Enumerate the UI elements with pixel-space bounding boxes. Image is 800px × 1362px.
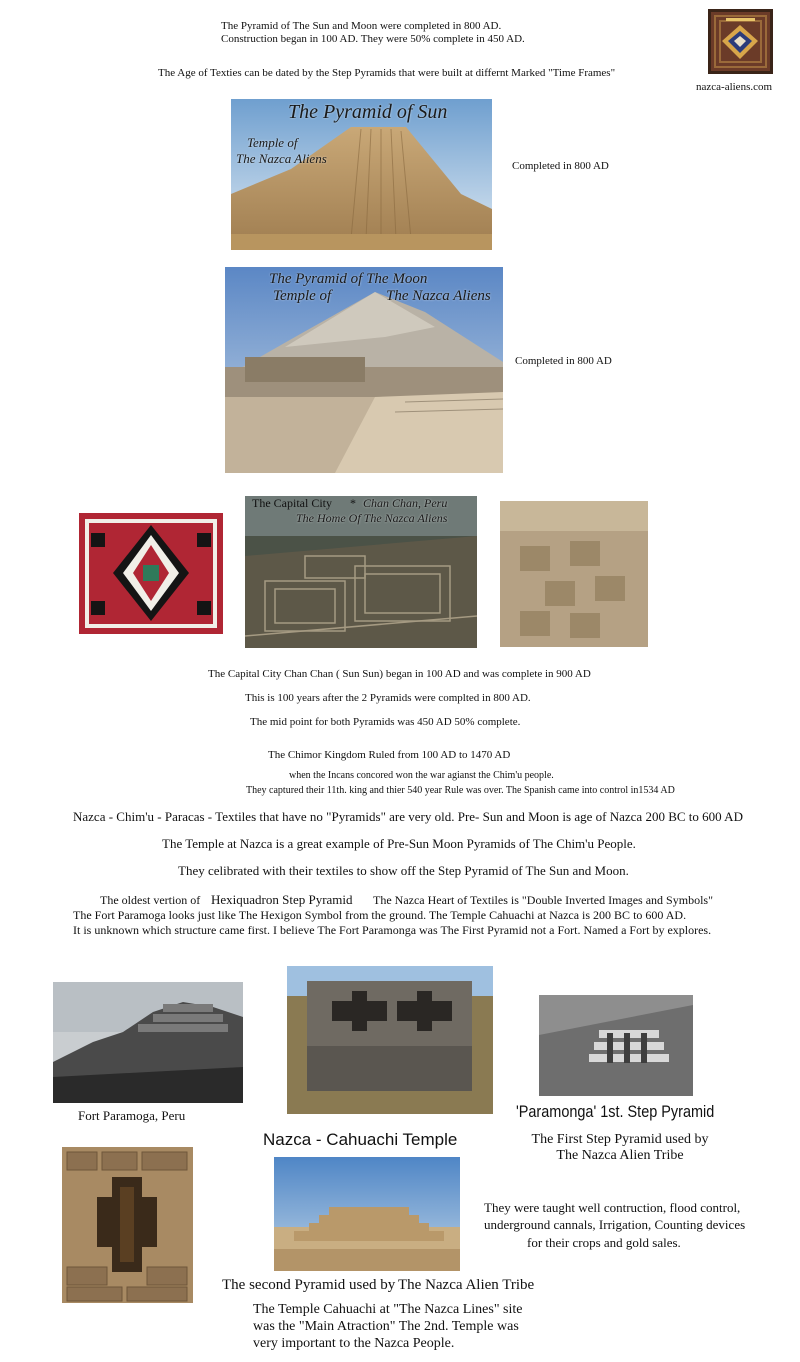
capital-city-title-b: Chan Chan, Peru [363,496,448,510]
capital-city-star: * [350,496,356,510]
stone-niche-photo [62,1147,193,1303]
capital-city-subtitle: The Home Of The Nazca Aliens [296,511,448,525]
second-pyramid-caption-b: The Nazca Alien Tribe [398,1277,535,1293]
adobe-wall-photo [500,501,648,647]
cahuachi-stone-photo [287,966,493,1114]
chan-chan-line-2: This is 100 years after the 2 Pyramids were complted in 800 AD. [245,692,531,704]
moon-pyramid-subtitle-b: The Nazca Aliens [386,288,491,304]
moon-pyramid-subtitle-a: Temple of [273,288,332,304]
spanish-line: They captured their 11th. king and thier 540 year Rule was over. The Spanish came into control in1534 AD [246,785,675,796]
textiles-line-2: The Temple at Nazca is a great example of Pre-Sun Moon Pyramids of The Chim'u People. [162,836,636,851]
taught-line-1: They were taught well contruction, flood control, [484,1200,741,1215]
incan-line: when the Incans concored won the war agianst the Chim'u people. [289,770,554,781]
temple-line-1: The Temple Cahuachi at "The Nazca Lines" site [253,1302,523,1317]
site-name[interactable]: nazca-aliens.com [696,81,773,93]
textiles-line-1: Nazca - Chim'u - Paracas - Textiles that have no "Pyramids" are very old. Pre- Sun and Moon is age of Nazca 200 BC to 600 AD [73,809,743,824]
intro-line-1: The Pyramid of The Sun and Moon were completed in 800 AD. [221,20,502,32]
hex-line-1b: Hexiquadron Step Pyramid [211,892,353,907]
taught-line-3: for their crops and gold sales. [527,1235,681,1250]
fort-caption: Fort Paramoga, Peru [78,1108,186,1123]
hex-line-2: The Fort Paramoga looks just like The Hexigon Symbol from the ground. The Temple Cahuachi at Nazca is 200 BC to 600 AD. [73,908,687,922]
age-of-textiles-line: The Age of Texties can be dated by the Step Pyramids that were built at differnt Marked "Time Frames" [158,67,616,79]
temple-line-2: was the "Main Atraction" The 2nd. Temple was [253,1319,519,1334]
paramonga-title: 'Paramonga' 1st. Step Pyramid [516,1102,715,1121]
first-pyramid-caption-2: The Nazca Alien Tribe [556,1148,684,1163]
chan-chan-line-3: The mid point for both Pyramids was 450 AD 50% complete. [250,716,521,728]
intro-line-2: Construction began in 100 AD. They were 50% complete in 450 AD. [221,33,525,45]
textiles-line-3: They celibrated with their textiles to show off the Step Pyramid of The Sun and Moon. [178,863,629,878]
hex-line-1a: The oldest vertion of [100,893,201,907]
chan-chan-line-1: The Capital City Chan Chan ( Sun Sun) began in 100 AD and was complete in 900 AD [208,668,591,680]
moon-pyramid-completed: Completed in 800 AD [515,355,612,367]
chimor-line: The Chimor Kingdom Ruled from 100 AD to 1470 AD [268,749,511,761]
first-pyramid-caption-1: The First Step Pyramid used by [531,1132,709,1147]
capital-city-title-a: The Capital City [252,496,332,510]
sun-pyramid-completed: Completed in 800 AD [512,160,609,172]
site-logo-icon[interactable] [708,9,773,74]
hex-line-3: It is unknown which structure came first. I believe The Fort Paramonga was The First Pyramid not a Fort. Named a Fort by explores. [73,923,712,937]
cahuachi-pyramid-photo [274,1157,460,1271]
second-pyramid-caption-a: The second Pyramid used by [222,1277,396,1293]
hex-line-1c: The Nazca Heart of Textiles is "Double Inverted Images and Symbols" [373,893,713,907]
textile-photo [79,513,223,634]
sun-pyramid-subtitle-1: Temple of [247,135,298,150]
paramonga-aerial-photo [539,995,693,1096]
taught-line-2: underground cannals, Irrigation, Counting devices [484,1217,746,1232]
temple-line-3: very important to the Nazca People. [253,1336,455,1351]
sun-pyramid-subtitle-2: The Nazca Aliens [236,151,327,166]
moon-pyramid-title: The Pyramid of The Moon [269,271,428,287]
fort-paramonga-photo [53,982,243,1103]
sun-pyramid-title: The Pyramid of Sun [288,101,448,123]
cahuachi-title: Nazca - Cahuachi Temple [263,1130,458,1149]
